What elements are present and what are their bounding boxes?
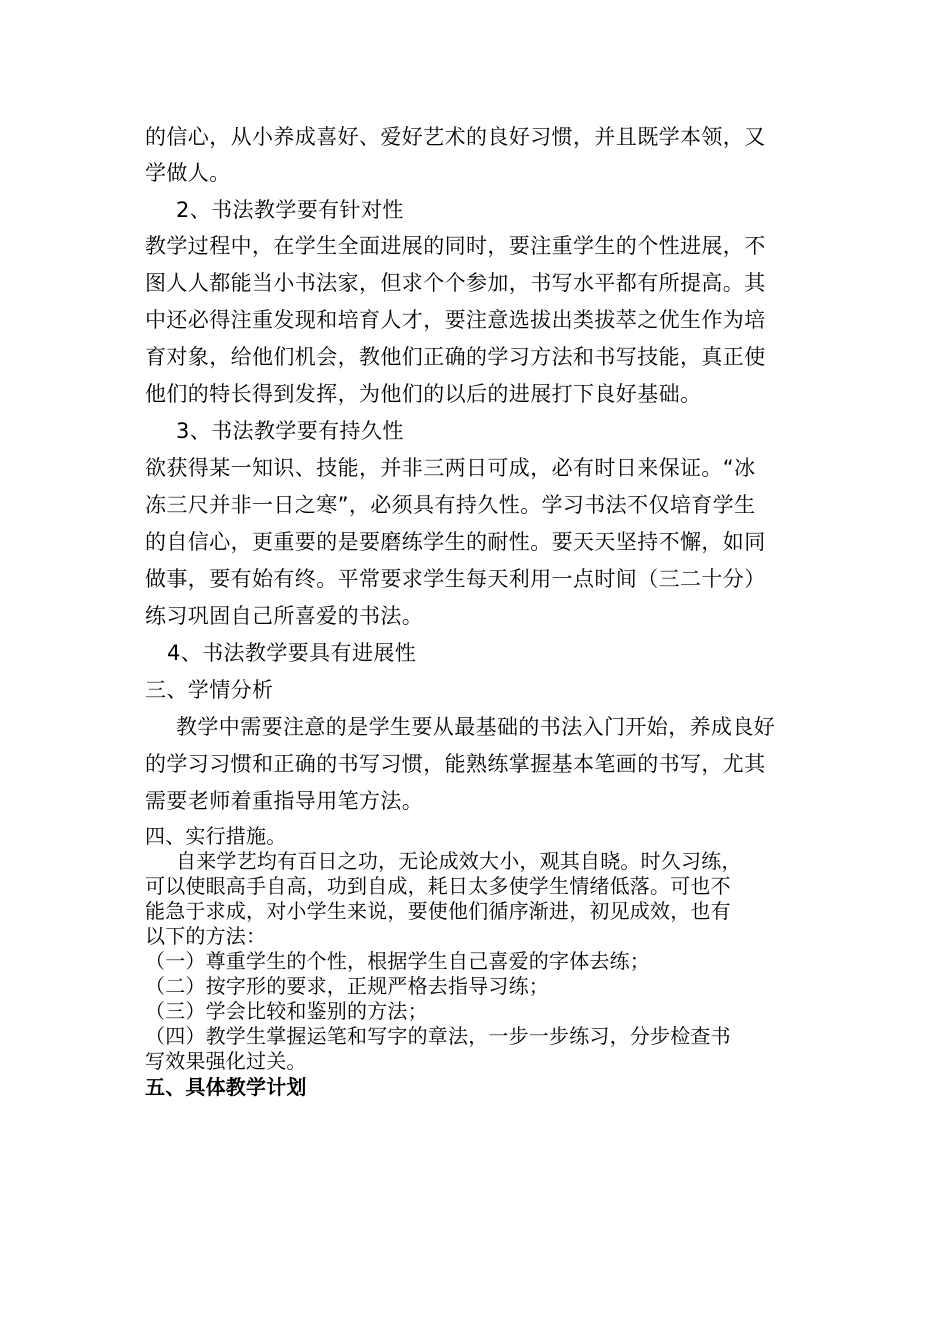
text-line: 的信心，从小养成喜好、爱好艺术的良好习惯，并且既学本领，又 <box>145 125 766 149</box>
text-line: 教学中需要注意的是学生要从最基础的书法入门开始，养成良好 <box>176 715 776 739</box>
list-item: （三）学会比较和鉴别的方法； <box>145 999 428 1023</box>
list-item: （二）按字形的要求，正规严格去指导习练； <box>145 974 549 998</box>
text-line: 练习巩固自己所喜爱的书法。 <box>145 604 424 628</box>
text-line: 需要老师着重指导用笔方法。 <box>145 789 424 813</box>
text-line: 教学过程中，在学生全面进展的同时，要注重学生的个性进展，不 <box>145 234 766 258</box>
list-item: （四）教学生掌握运笔和写字的章法，一步一步练习，分步检查书 <box>145 1024 731 1048</box>
text-line: 可以使眼高手自高，功到自成，耗日太多使学生情绪低落。可也不 <box>145 874 731 898</box>
section-heading: 三、学情分析 <box>145 678 274 702</box>
subheading: 3、书法教学要有持久性 <box>176 419 404 443</box>
text-line: 以下的方法： <box>145 924 267 948</box>
text-line: 冻三尺并非一日之寒”，必须具有持久性。学习书法不仅培育学生 <box>145 493 756 517</box>
text-line: 自来学艺均有百日之功，无论成效大小，观其自晓。时久习练， <box>176 849 742 873</box>
text-line: 的学习习惯和正确的书写习惯，能熟练掌握基本笔画的书写，尤其 <box>145 752 766 776</box>
text-line: 学做人。 <box>145 161 231 185</box>
list-item: （一）尊重学生的个性，根据学生自己喜爱的字体去练； <box>145 949 650 973</box>
text-line: 欲获得某一知识、技能，并非三两日可成，必有时日来保证。“冰 <box>145 456 756 480</box>
text-line: 育对象，给他们机会，教他们正确的学习方法和书写技能，真正使 <box>145 345 766 369</box>
section-heading: 四、实行措施。 <box>145 824 287 848</box>
subheading: 4、书法教学要具有进展性 <box>167 641 417 665</box>
text-line: 能急于求成，对小学生来说，要使他们循序渐进，初见成效，也有 <box>145 899 731 923</box>
text-line: 图人人都能当小书法家，但求个个参加，书写水平都有所提高。其 <box>145 271 766 295</box>
subheading: 2、书法教学要有针对性 <box>176 198 404 222</box>
text-line: 写效果强化过关。 <box>145 1049 307 1073</box>
text-line: 中还必得注重发现和培育人才，要注意选拔出类拔萃之优生作为培 <box>145 308 766 332</box>
text-line: 他们的特长得到发挥，为他们的以后的进展打下良好基础。 <box>145 382 702 406</box>
text-line: 的自信心，更重要的是要磨练学生的耐性。要天天坚持不懈，如同 <box>145 530 766 554</box>
text-line: 做事，要有始有终。平常要求学生每天利用一点时间（三二十分） <box>145 567 766 591</box>
section-heading: 五、具体教学计划 <box>145 1075 307 1099</box>
